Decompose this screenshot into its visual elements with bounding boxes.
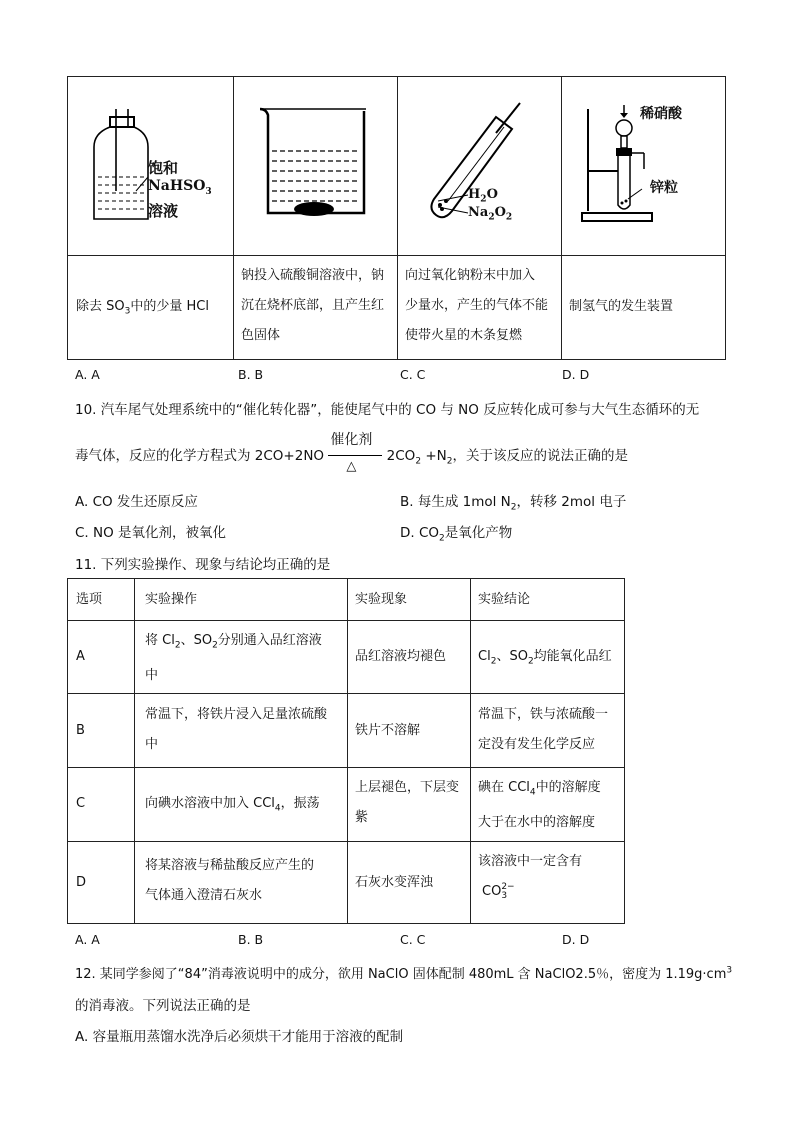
row-b-label: B	[76, 723, 85, 738]
catalyst-label: 催化剂	[330, 432, 373, 448]
q11-option-d[interactable]: D. D	[562, 932, 590, 947]
figure-d-label-side: 锌粒	[650, 180, 678, 196]
q9-option-d[interactable]: D. D	[562, 367, 590, 382]
figure-c-pointers	[438, 189, 470, 219]
q9-option-b[interactable]: B. B	[238, 367, 264, 382]
q10-option-c[interactable]: C. NO 是氧化剂，被氧化	[75, 525, 227, 541]
q9-option-c[interactable]: C. C	[400, 367, 426, 382]
header-phenomenon: 实验现象	[355, 592, 408, 607]
row-d-phenomenon: 石灰水变浑浊	[355, 875, 434, 890]
q12-line-1: 12. 某同学参阅了“84”消毒液说明中的成分，欲用 NaClO 固体配制 480mL 含 NaClO2.5％，密度为 $1.19g\cdot cm^3$	[75, 965, 733, 982]
row-a-label: A	[76, 649, 85, 664]
q10-option-d[interactable]: D. $CO_2$是氧化产物	[400, 525, 513, 544]
q11-option-c[interactable]: C. C	[400, 932, 426, 947]
row-c-conclusion: 碘在 CCl$_4$中的溶解度 大于在水中的溶解度	[478, 780, 601, 830]
row-a-phenomenon: 品红溶液均褪色	[355, 649, 447, 664]
q9-option-a[interactable]: A. A	[75, 367, 100, 382]
desc-a: 除去 $SO_3$中的少量 HCl	[76, 299, 209, 317]
row-a-operation: 将 $Cl_2$、$SO_2$分别通入品红溶液 中	[145, 633, 322, 683]
row-a-conclusion: $Cl_2$、$SO_2$均能氧化品红	[478, 649, 612, 667]
row-c-label: C	[76, 796, 86, 811]
figure-a-label-3: 溶液	[148, 202, 179, 220]
row-d-conclusion: 该溶液中一定含有 CO 2− 3	[478, 854, 583, 901]
q12-option-a[interactable]: A. 容量瓶用蒸馏水洗净后必须烘干才能用于溶液的配制	[75, 1029, 404, 1045]
row-d-operation: 将某溶液与稀盐酸反应产生的 气体通入澄清石灰水	[145, 858, 315, 903]
beaker-figure	[252, 105, 382, 221]
header-operation: 实验操作	[145, 592, 198, 607]
row-c-operation: 向碘水溶液中加入 CCl$_4$，振荡	[145, 796, 320, 814]
q12-line-2: 的消毒液。下列说法正确的是	[75, 998, 251, 1014]
figure-c-label-1: $H_2O$	[468, 187, 498, 205]
figure-c-label-2: $Na_2O_2$	[468, 205, 513, 223]
figure-a-label-2: NaHSO$_3$	[148, 178, 212, 197]
desc-d: 制氢气的发生装置	[569, 299, 674, 314]
desc-b: 钠投入硫酸铜溶液中，钠 沉在烧杯底部，且产生红 色固体	[241, 268, 385, 343]
desc-c: 向过氧化钠粉末中加入 少量水，产生的气体不能 使带火星的木条复燃	[405, 268, 549, 343]
q11-option-a[interactable]: A. A	[75, 932, 100, 947]
q10-line-2: 毒气体，反应的化学方程式为 2CO+2NO 催化剂 △ $2CO_2 +N_2$，关于该反应的说法正确的是	[75, 444, 628, 467]
q10-option-b[interactable]: B. 每生成 1mol $N_2$，转移 2mol 电子	[400, 494, 627, 513]
header-option: 选项	[76, 592, 103, 607]
q11-table	[67, 578, 625, 924]
q11-option-b[interactable]: B. B	[238, 932, 264, 947]
q10-option-a[interactable]: A. CO 发生还原反应	[75, 494, 198, 510]
q10-line-1: 10. 汽车尾气处理系统中的“催化转化器”，能使尾气中的 CO 与 NO 反应转化成可参与大气生态循环的无	[75, 402, 700, 418]
figure-d-label-top: 稀硝酸	[640, 106, 682, 122]
q9-options-table	[67, 76, 726, 360]
row-b-phenomenon: 铁片不溶解	[355, 723, 421, 738]
heat-symbol: △	[346, 459, 357, 474]
row-b-operation: 常温下，将铁片浸入足量浓硫酸 中	[145, 707, 328, 752]
row-b-conclusion: 常温下，铁与浓硫酸一 定没有发生化学反应	[478, 707, 609, 752]
q11-title: 11. 下列实验操作、现象与结论均正确的是	[75, 557, 331, 573]
figure-a-label-1: 饱和	[148, 159, 179, 177]
header-conclusion: 实验结论	[478, 592, 531, 607]
row-c-phenomenon: 上层褪色，下层变 紫	[355, 780, 460, 825]
row-d-label: D	[76, 875, 87, 890]
